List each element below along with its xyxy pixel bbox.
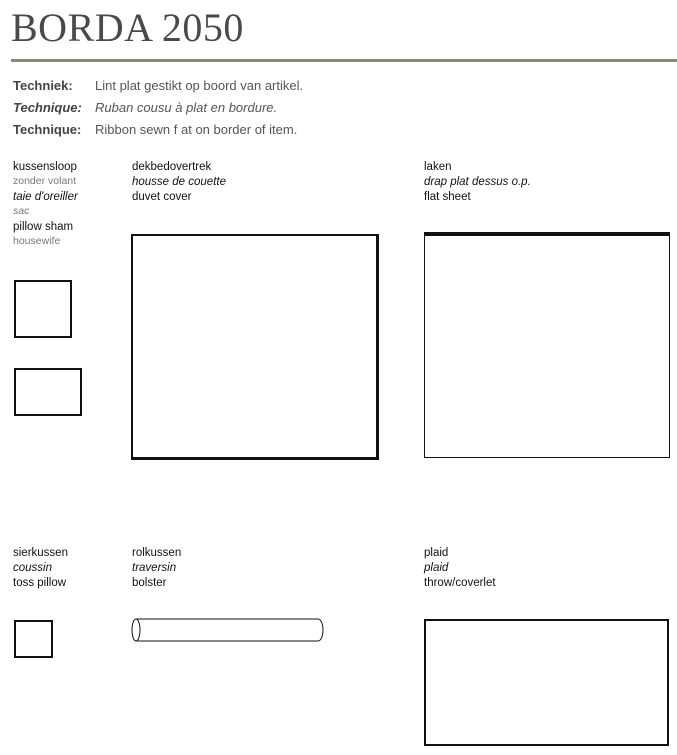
technique-nl [13,78,303,94]
label-plaid [424,546,496,591]
label-rolkussen [132,546,181,591]
label-en: toss pillow [13,577,67,589]
pillow-sham-square-shape [14,280,72,338]
throw-coverlet-shape [424,619,669,746]
label-fr-sub: sac [13,205,30,217]
label-nl: plaid [424,547,449,559]
title-divider [11,59,677,62]
label-en: throw/coverlet [424,577,496,589]
pillow-sham-rect-shape [14,368,82,416]
duvet-cover-shape [131,234,379,460]
technique-label: Technique: [13,100,82,115]
toss-pillow-shape [14,620,53,658]
technique-fr [13,100,277,116]
label-nl: kussensloop [13,161,77,173]
label-en: bolster [132,577,167,589]
label-en: duvet cover [132,191,192,203]
label-fr: coussin [13,562,52,574]
page-title: BORDA 2050 [11,5,244,50]
technique-en [13,122,297,138]
label-dekbedovertrek [132,160,226,205]
label-fr: housse de couette [132,176,226,188]
label-fr: traversin [132,562,177,574]
label-en: pillow sham [13,221,74,233]
label-nl: laken [424,161,452,173]
technique-label: Technique: [13,122,82,137]
label-fr: plaid [424,562,449,574]
technique-text: Ruban cousu à plat en bordure. [95,100,278,115]
label-laken [424,160,531,205]
label-fr: drap plat dessus o.p. [424,176,531,188]
label-nl: rolkussen [132,547,182,559]
label-en: flat sheet [424,191,471,203]
technique-text: Lint plat gestikt op boord van artikel. [95,78,304,93]
label-nl: dekbedovertrek [132,161,212,173]
bolster-shape [130,617,326,643]
flat-sheet-shape [424,232,670,458]
label-nl: sierkussen [13,547,68,559]
label-kussensloop [13,160,78,247]
label-fr: taie d'oreiller [13,191,78,203]
label-nl-sub: zonder volant [13,175,77,187]
technique-label: Techniek: [13,78,73,93]
label-en-sub: housewife [13,235,61,247]
technique-text: Ribbon sewn f at on border of item. [95,122,298,137]
label-sierkussen [13,546,68,591]
